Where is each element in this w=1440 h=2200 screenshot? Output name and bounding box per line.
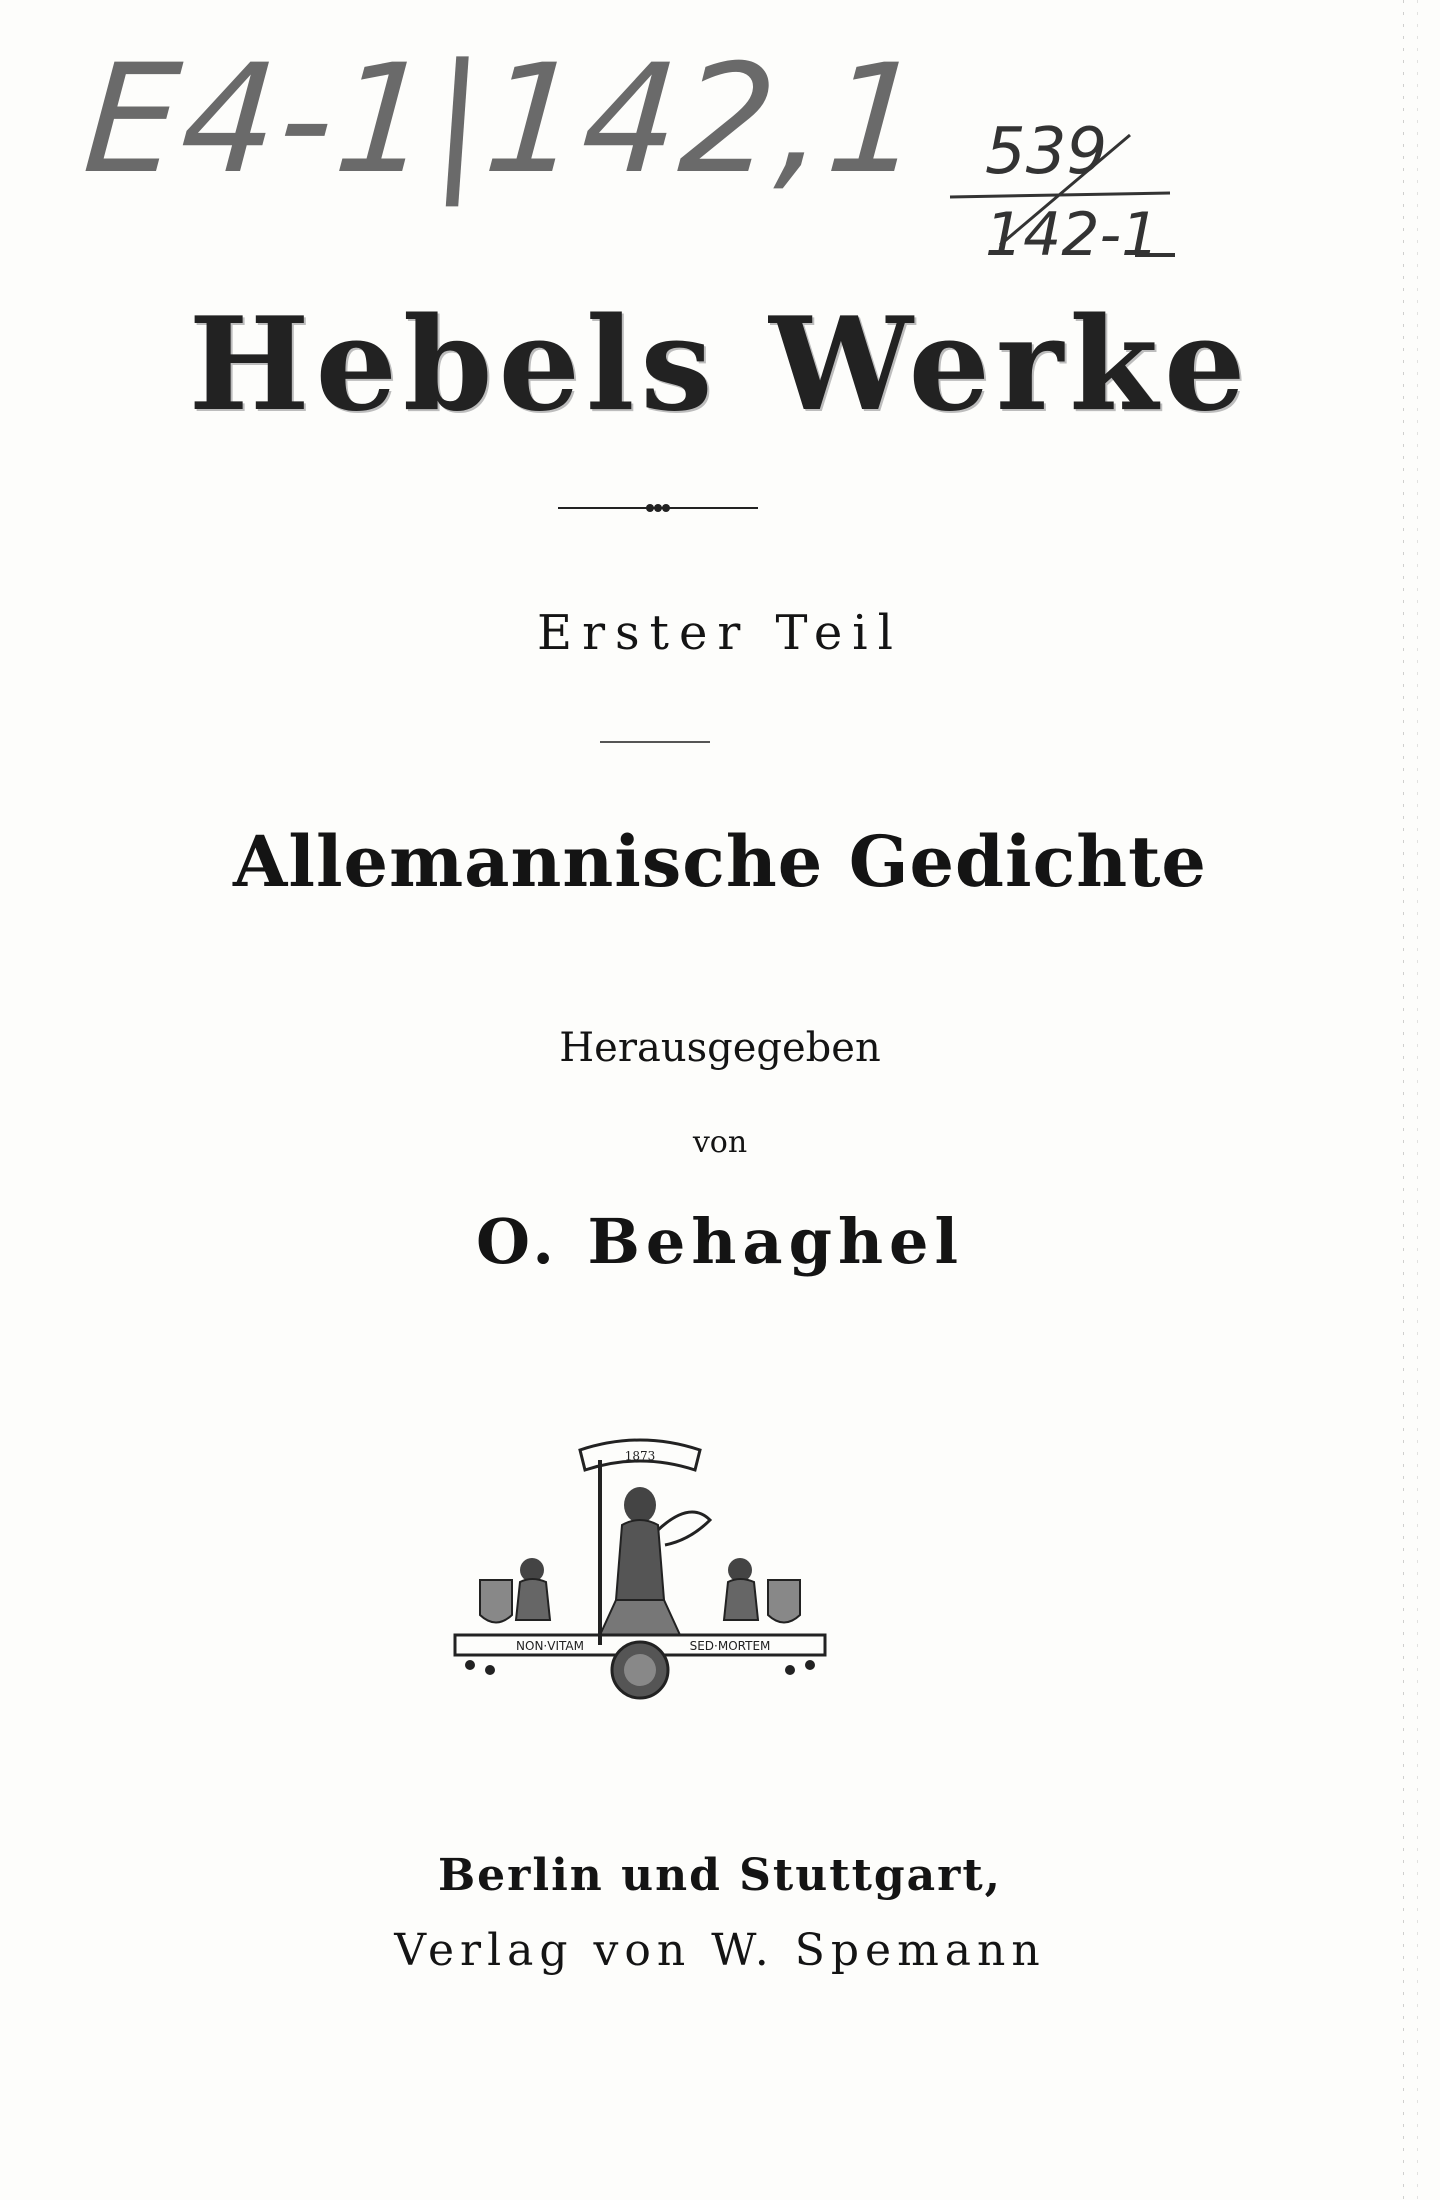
book-title: Hebels Werke bbox=[188, 290, 1252, 440]
publisher-name: Verlag von W. Spemann bbox=[394, 1925, 1046, 1976]
divider-rule bbox=[600, 741, 710, 743]
book-subtitle: Allemannische Gedichte bbox=[233, 820, 1207, 903]
publisher-emblem-icon bbox=[450, 1430, 830, 1710]
editor-name: O. Behaghel bbox=[475, 1205, 965, 1278]
publisher-place: Berlin und Stuttgart, bbox=[437, 1850, 1002, 1901]
part-heading: Erster Teil bbox=[537, 605, 903, 661]
emblem-motto-left: NON·VITAM bbox=[516, 1639, 584, 1653]
handwritten-shelfmark: E4-1|142,1 bbox=[78, 33, 931, 207]
ornament-rule-icon bbox=[558, 500, 758, 516]
by-label: von bbox=[692, 1125, 748, 1160]
emblem-motto-right: SED·MORTEM bbox=[689, 1639, 771, 1653]
fraction-denominator: 142-1 bbox=[985, 200, 1160, 270]
handwritten-fraction bbox=[930, 115, 1190, 270]
emblem-year: 1873 bbox=[624, 1449, 656, 1463]
edited-by-label: Herausgegeben bbox=[559, 1025, 881, 1071]
fraction-numerator: 539 bbox=[985, 115, 1108, 189]
